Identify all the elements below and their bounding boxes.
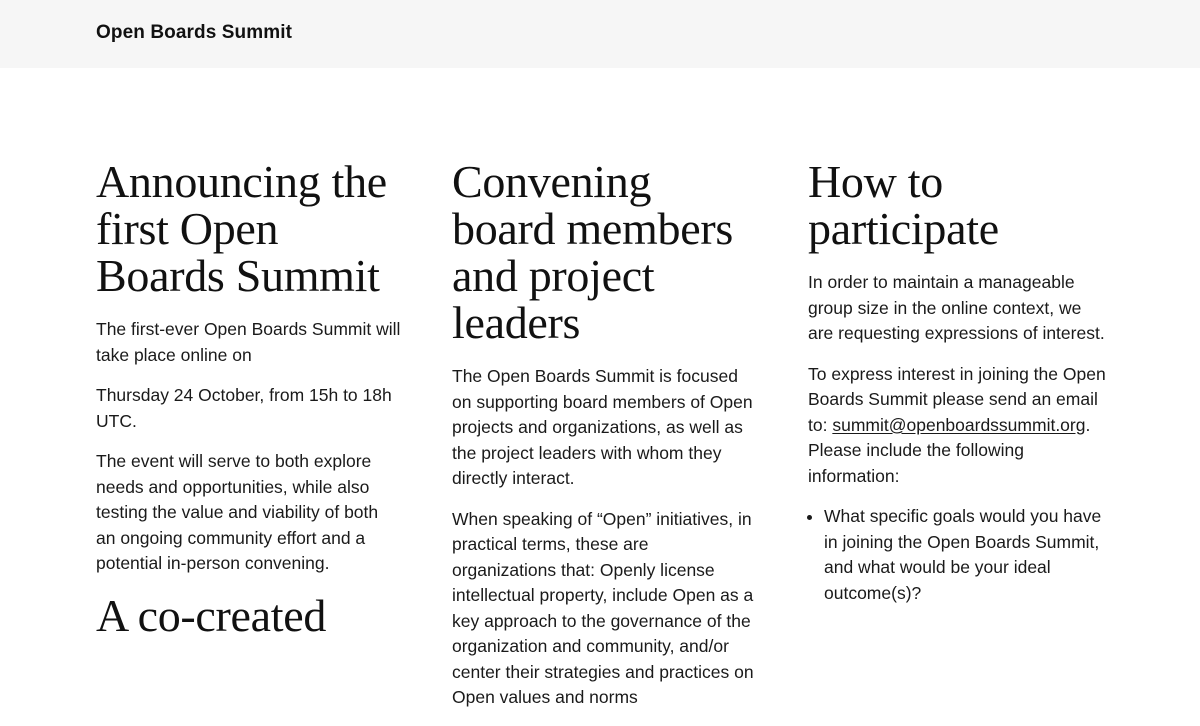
- email-outro-text: . Please include the following information:: [808, 414, 1091, 486]
- list-item: • What specific goals would you have in joining the Open Boards Summit, and what would be your ideal outcome(s)?: [824, 504, 1108, 606]
- information-list: [808, 504, 1108, 606]
- convening-heading: Convening board members and project leaders: [452, 156, 733, 348]
- announcement-heading: Announcing the first Open Boards Summit: [96, 156, 387, 301]
- column-announcement: [96, 158, 401, 657]
- email-intro-text: To express interest in joining the Open Boards Summit please send an email to:: [808, 363, 1106, 435]
- top-bar: [0, 0, 1200, 68]
- participate-paragraph-1: In order to maintain a manageable group size in the online context, we are requesting expressions of interest.: [808, 272, 1105, 343]
- participate-heading: How to participate: [808, 156, 999, 254]
- convening-paragraph-1: The Open Boards Summit is focused on supporting board members of Open projects and organizations, as well as the project leaders with whom they directly interact.: [452, 366, 753, 488]
- announcement-date: Thursday 24 October, from 15h to 18h UTC.: [96, 385, 392, 431]
- announcement-paragraph-3: The event will serve to both explore needs and opportunities, while also testing the value and viability of both an ongoing community effort and a potential in-person convening.: [96, 451, 379, 573]
- column-participate: [808, 158, 1108, 606]
- co-created-heading: A co-created: [96, 589, 327, 641]
- announcement-paragraph-1: The first-ever Open Boards Summit will take place online on: [96, 319, 401, 365]
- column-convening: [452, 158, 757, 726]
- convening-paragraph-2: When speaking of “Open” initiatives, in practical terms, these are organizations that: Openly license intellectual property, include Open as a key approach to the governance of the organization and community, and/or center their strategies and practices on Open values and norms: [452, 508, 754, 707]
- site-title-link[interactable]: Open Boards Summit: [96, 22, 293, 43]
- email-link[interactable]: summit@openboardssummit.org: [832, 414, 1086, 435]
- participate-paragraph-2: [808, 362, 1108, 490]
